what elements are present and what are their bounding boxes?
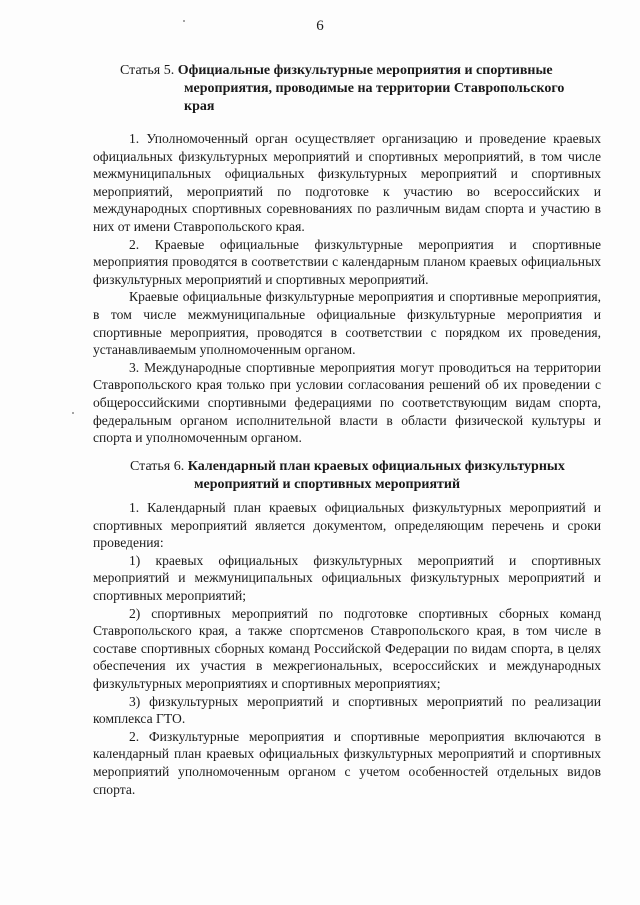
article-5-paragraph: 2. Краевые официальные физкультурные мероприятия и спортивные мероприятия проводятся в соответствии с календарным планом краевых официальных физкультурных мероприятий и спортивных мероприятий. [93, 236, 601, 287]
scan-speck [72, 412, 74, 414]
page-number: 6 [316, 18, 324, 34]
article-6-prefix: Статья 6. [130, 459, 185, 474]
article-6-title-line-2: мероприятий и спортивных мероприятий [194, 477, 461, 492]
article-5-paragraph: 3. Международные спортивные мероприятия могут проводиться на территории Ставропольского края только при условии согласования решений об их проведении с общероссийскими спортивными федерациями по соответствующим видам спорта, федеральным органом исполнительной власти в области физической культуры и спорта и уполномоченным органом. [93, 359, 601, 446]
article-5-heading [120, 62, 600, 116]
article-5-title-line-1: Официальные физкультурные мероприятия и спортивные [177, 63, 553, 78]
article-5-paragraph: 1. Уполномоченный орган осуществляет организацию и проведение краевых официальных физкультурных мероприятий и спортивных мероприятий, в том числе межмуниципальных официальных физкультурных мероприятий и спортивных мероприятий, мероприятий по подготовке к участию во всероссийских и международных спортивных соревнованиях по различным видам спорта и участию в них от имени Ставропольского края. [93, 131, 601, 234]
article-6-paragraph: 2) спортивных мероприятий по подготовке спортивных сборных команд Ставропольского края, а также спортсменов Ставропольского края, в том числе в составе спортивных сборных команд Российской Федерации по видам спорта, в целях обеспечения их участия в межрегиональных, всероссийских и международных физкультурных мероприятиях и спортивных мероприятиях; [93, 605, 601, 691]
article-5-prefix: Статья 5. [120, 63, 175, 78]
article-6-heading [130, 458, 610, 494]
article-5-title-line-2: мероприятия, проводимые на территории Ставропольского [184, 81, 565, 96]
article-6-paragraph: 1. Календарный план краевых официальных физкультурных мероприятий и спортивных мероприятий является документом, определяющим перечень и сроки проведения: [93, 500, 601, 551]
article-6-paragraph: 1) краевых официальных физкультурных мероприятий и спортивных мероприятий и межмуниципальных официальных физкультурных мероприятий и спортивных мероприятий; [93, 552, 601, 603]
article-5-title-line-3: края [184, 99, 215, 114]
article-6-body [93, 499, 601, 798]
article-6-paragraph: 3) физкультурных мероприятий и спортивных мероприятий по реализации комплекса ГТО. [93, 693, 601, 727]
article-6-title-line-1: Календарный план краевых официальных физкультурных [187, 459, 565, 474]
article-6-paragraph: 2. Физкультурные мероприятия и спортивные мероприятия включаются в календарный план краевых официальных физкультурных мероприятий и спортивных мероприятий уполномоченным органом с учетом особенностей отдельных видов спорта. [93, 728, 601, 797]
article-5-body [93, 130, 601, 447]
article-5-paragraph: Краевые официальные физкультурные мероприятия и спортивные мероприятия, в том числе межмуниципальные официальные физкультурные мероприятия и спортивные мероприятия, проводятся в соответствии с порядком их проведения, устанавливаемым уполномоченным органом. [93, 289, 601, 358]
